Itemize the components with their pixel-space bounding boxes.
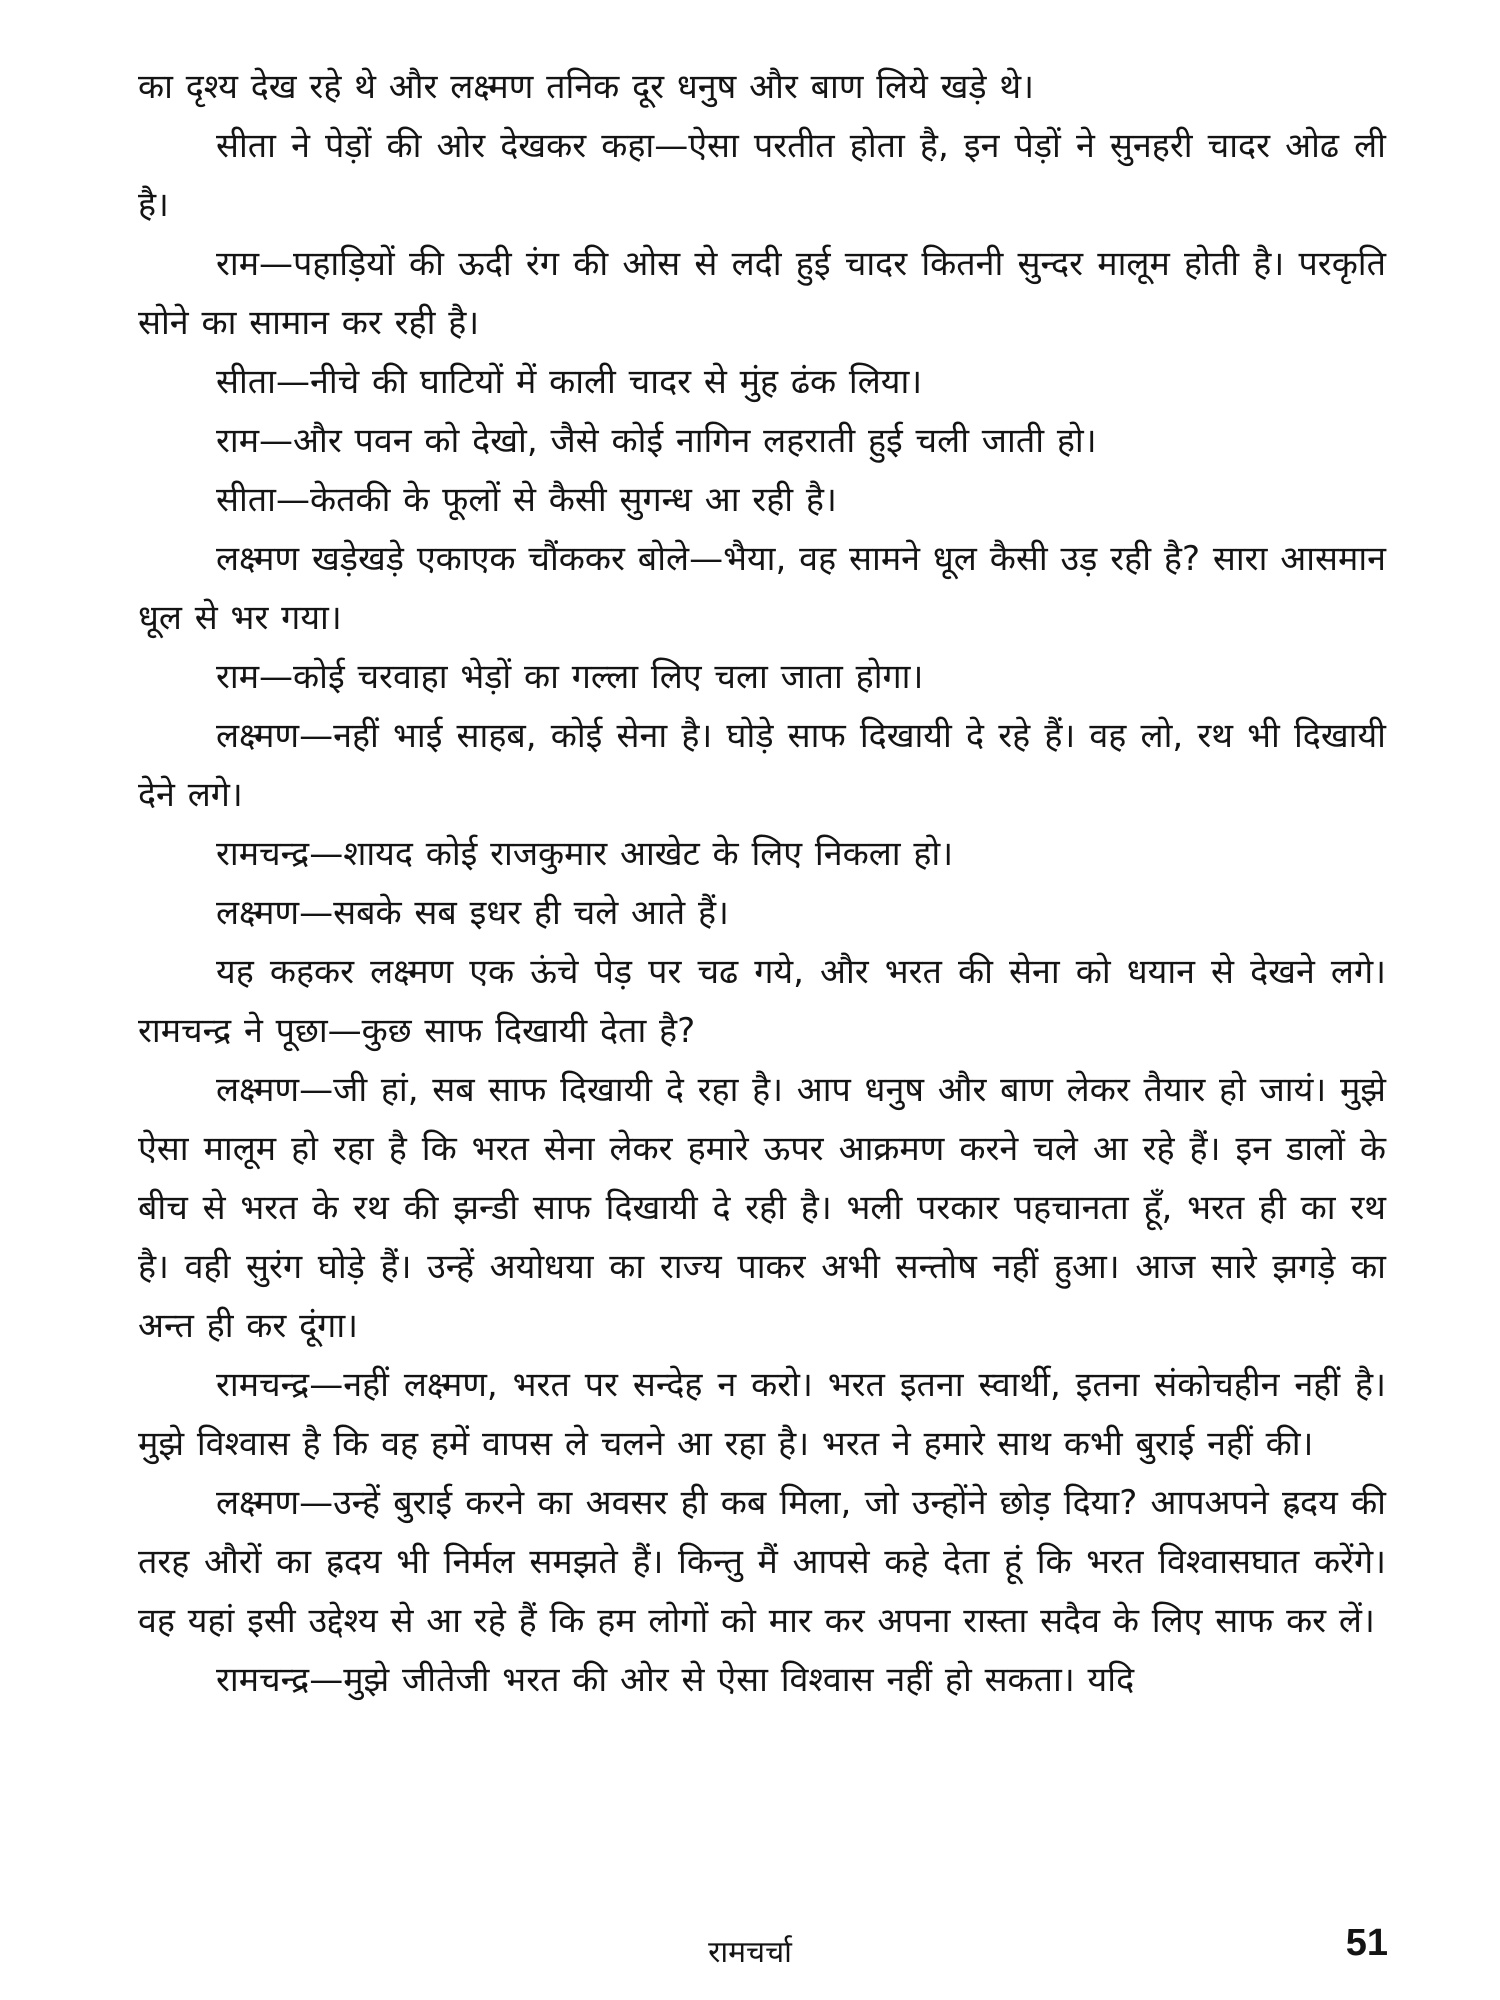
- paragraph: रामचन्द्र—शायद कोई राजकुमार आखेट के लिए निकला हो।: [216, 834, 954, 874]
- paragraph: लक्ष्मण खड़ेखड़े एकाएक चौंककर बोले—भैया, वह सामने धूल कैसी उड़ रही है? सारा आसमान धूल से भर गया।: [138, 539, 1386, 638]
- paragraph: लक्ष्मण—सबके सब इधर ही चले आते हैं।: [216, 893, 729, 933]
- paragraph: लक्ष्मण—उन्हें बुराई करने का अवसर ही कब मिला, जो उन्होंने छोड़ दिया? आपअपने ह्रदय की तरह औरों का ह्रदय भी निर्मल समझते हैं। किन्तु मैं आपसे कहे देता हूं कि भरत विश्वासघात करेंगे। वह यहां इसी उद्देश्य से आ रहे हैं कि हम लोगों को मार कर अपना रास्ता सदैव के लिए साफ कर लें।: [138, 1483, 1386, 1641]
- paragraph: सीता—नीचे की घाटियों में काली चादर से मुंह ढंक लिया।: [216, 362, 923, 402]
- paragraph: का दृश्य देख रहे थे और लक्ष्मण तनिक दूर धनुष और बाण लिये खड़े थे।: [138, 67, 1035, 107]
- paragraph: सीता—केतकी के फूलों से कैसी सुगन्ध आ रही है।: [216, 480, 837, 520]
- paragraph: रामचन्द्र—मुझे जीतेजी भरत की ओर से ऐसा विश्वास नहीं हो सकता। यदि: [216, 1660, 1135, 1700]
- paragraph: राम—पहाड़ियों की ऊदी रंग की ओस से लदी हुई चादर कितनी सुन्दर मालूम होती है। परकृति सोने का सामान कर रही है।: [138, 244, 1386, 343]
- running-footer-title: रामचर्चा: [708, 1935, 792, 1970]
- paragraph: राम—और पवन को देखो, जैसे कोई नागिन लहराती हुई चली जाती हो।: [216, 421, 1097, 461]
- paragraph: लक्ष्मण—नहीं भाई साहब, कोई सेना है। घोड़े साफ दिखायी दे रहे हैं। वह लो, रथ भी दिखायी देने लगे।: [138, 716, 1386, 815]
- paragraph: लक्ष्मण—जी हां, सब साफ दिखायी दे रहा है। आप धनुष और बाण लेकर तैयार हो जायं। मुझे ऐसा मालूम हो रहा है कि भरत सेना लेकर हमारे ऊपर आक्रमण करने चले आ रहे हैं। इन डालों के बीच से भरत के रथ की झन्डी साफ दिखायी दे रही है। भली परकार पहचानता हूँ, भरत ही का रथ है। वही सुरंग घोड़े हैं। उन्हें अयोधया का राज्य पाकर अभी सन्तोष नहीं हुआ। आज सारे झगड़े का अन्त ही कर दूंगा।: [138, 1070, 1386, 1346]
- paragraph: रामचन्द्र—नहीं लक्ष्मण, भरत पर सन्देह न करो। भरत इतना स्वार्थी, इतना संकोचहीन नहीं है। मुझे विश्वास है कि वह हमें वापस ले चलने आ रहा है। भरत ने हमारे साथ कभी बुराई नहीं की।: [138, 1365, 1386, 1464]
- paragraph: सीता ने पेड़ों की ओर देखकर कहा—ऐसा परतीत होता है, इन पेड़ों ने सुनहरी चादर ओढ ली है।: [138, 126, 1386, 225]
- body-text: [138, 58, 1386, 1710]
- paragraph: यह कहकर लक्ष्मण एक ऊंचे पेड़ पर चढ गये, और भरत की सेना को धयान से देखने लगे। रामचन्द्र ने पूछा—कुछ साफ दिखायी देता है?: [138, 952, 1386, 1051]
- page-number: 51: [1345, 1922, 1388, 1964]
- paragraph: राम—कोई चरवाहा भेड़ों का गल्ला लिए चला जाता होगा।: [216, 657, 924, 697]
